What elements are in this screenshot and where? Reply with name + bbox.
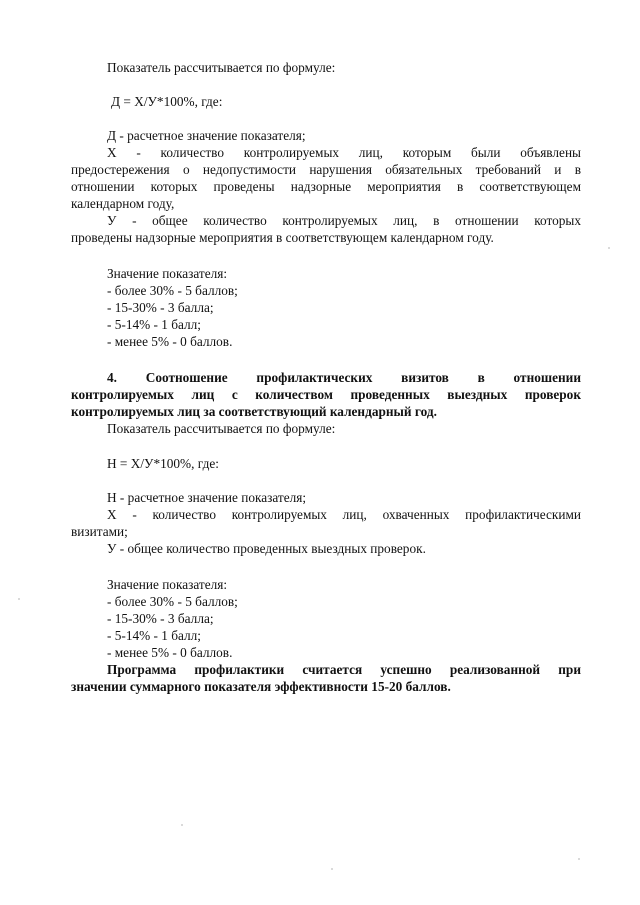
- scan-speck: [578, 858, 580, 860]
- scan-speck: [331, 868, 333, 870]
- definition-y2: У - общее количество проведенных выездных проверок.: [107, 541, 426, 556]
- definition-x2-1: Х - количество контролируемых лиц, охваченных профилактическими: [107, 507, 581, 522]
- score-heading-2: Значение показателя:: [107, 577, 228, 592]
- score-item: - 5-14% - 1 балл;: [107, 628, 202, 643]
- conclusion-1: Программа профилактики считается успешно реализованной при: [107, 662, 581, 677]
- score-item: - более 30% - 5 баллов;: [107, 283, 238, 298]
- definition-h: Н - расчетное значение показателя;: [107, 490, 307, 505]
- score-item: - менее 5% - 0 баллов.: [107, 645, 233, 660]
- conclusion-2: значении суммарного показателя эффективности 15-20 баллов.: [71, 679, 451, 694]
- formula-intro-1: Показатель рассчитывается по формуле:: [107, 60, 336, 75]
- score-item: - 15-30% - 3 балла;: [107, 300, 214, 315]
- definition-x2-2: визитами;: [71, 524, 128, 539]
- definition-y-2: проведены надзорные мероприятия в соответствующем календарном году.: [71, 230, 494, 245]
- definition-x-4: календарном году,: [71, 196, 175, 211]
- definition-y-1: У - общее количество контролируемых лиц, в отношении которых: [107, 213, 581, 228]
- definition-x-1: Х - количество контролируемых лиц, которым были объявлены: [107, 145, 581, 160]
- scan-speck: [608, 247, 610, 249]
- section-4-heading-1: 4. Соотношение профилактических визитов в отношении: [107, 370, 581, 385]
- scan-speck: [18, 598, 20, 600]
- score-heading-1: Значение показателя:: [107, 266, 228, 281]
- definition-d: Д - расчетное значение показателя;: [107, 128, 306, 143]
- scan-speck: [181, 824, 183, 826]
- score-item: - 5-14% - 1 балл;: [107, 317, 202, 332]
- definition-x-3: отношении которых проведены надзорные мероприятия в соответствующем: [71, 179, 581, 194]
- score-item: - 15-30% - 3 балла;: [107, 611, 214, 626]
- score-item: - менее 5% - 0 баллов.: [107, 334, 233, 349]
- score-item: - более 30% - 5 баллов;: [107, 594, 238, 609]
- formula-h: Н = Х/У*100%, где:: [107, 456, 219, 471]
- section-4-heading-3: контролируемых лиц за соответствующий календарный год.: [71, 404, 437, 419]
- definition-x-2: предостережения о недопустимости нарушения обязательных требований и в: [71, 162, 581, 177]
- formula-intro-2: Показатель рассчитывается по формуле:: [107, 421, 336, 436]
- formula-d: Д = Х/У*100%, где:: [111, 94, 223, 109]
- section-4-heading-2: контролируемых лиц с количеством проведенных выездных проверок: [71, 387, 581, 402]
